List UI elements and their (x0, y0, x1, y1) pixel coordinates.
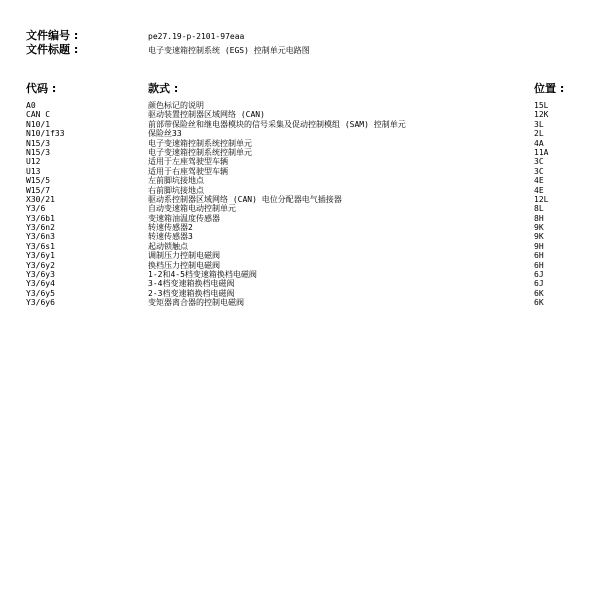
component-description: 驱动装置控制器区域网络 (CAN) (148, 110, 265, 120)
list-item (26, 214, 571, 223)
component-code: U13 (26, 166, 41, 176)
component-description: 电子变速箱控制系统控制单元 (148, 138, 252, 148)
list-item (26, 110, 571, 119)
component-description: 起动锁触点 (148, 241, 188, 251)
component-position: 9H (534, 241, 544, 251)
component-position: 9K (534, 223, 544, 233)
legend-list (26, 101, 571, 308)
component-code: N15/3 (26, 138, 51, 148)
component-position: 11A (534, 147, 549, 157)
list-item (26, 223, 571, 232)
component-position: 4A (534, 138, 544, 148)
component-position: 6H (534, 251, 544, 261)
list-item (26, 176, 571, 185)
code-column-header: 代码 : (26, 82, 57, 95)
component-description: 前部带保险丝和继电器模块的信号采集及促动控制模组 (SAM) 控制单元 (148, 119, 406, 129)
list-item (26, 139, 571, 148)
component-code: X30/21 (26, 194, 55, 204)
component-position: 8H (534, 213, 544, 223)
component-position: 6K (534, 288, 544, 298)
component-code: Y3/6b1 (26, 213, 55, 223)
component-code: Y3/6y2 (26, 260, 55, 270)
component-code: W15/7 (26, 185, 51, 195)
component-position: 3C (534, 166, 544, 176)
component-position: 3L (534, 119, 544, 129)
document-number-row (26, 30, 310, 44)
component-description: 变速箱油温度传感器 (148, 213, 220, 223)
component-code: Y3/6s1 (26, 241, 55, 251)
component-description: 适用于左座驾驶型车辆 (148, 157, 228, 167)
component-description: 驱动系控制器区域网络 (CAN) 电位分配器电气插接器 (148, 194, 342, 204)
component-position: 2L (534, 129, 544, 139)
position-column-header: 位置 : (534, 82, 565, 95)
document-title-value: 电子变速箱控制系统 (EGS) 控制单元电路图 (148, 45, 310, 55)
component-description: 1-2和4-5档变速箱换档电磁阀 (148, 270, 257, 280)
list-item (26, 270, 571, 279)
component-code: N10/1 (26, 119, 51, 129)
list-item (26, 204, 571, 213)
component-position: 9K (534, 232, 544, 242)
component-code: Y3/6n2 (26, 223, 55, 233)
document-number-label: 文件编号 : (26, 29, 79, 42)
component-description: 3-4档变速箱换档电磁阀 (148, 279, 235, 289)
component-description: 调制压力控制电磁阀 (148, 251, 220, 261)
component-description: 转速传感器2 (148, 223, 193, 233)
component-code: Y3/6n3 (26, 232, 55, 242)
component-position: 4E (534, 185, 544, 195)
component-code: Y3/6y3 (26, 270, 55, 280)
component-code: N10/1f33 (26, 129, 65, 139)
component-position: 6J (534, 279, 544, 289)
list-item (26, 186, 571, 195)
component-position: 12K (534, 110, 549, 120)
list-item (26, 148, 571, 157)
legend-header (26, 80, 571, 94)
list-item (26, 279, 571, 288)
list-item (26, 101, 571, 110)
component-position: 6J (534, 270, 544, 280)
component-position: 4E (534, 176, 544, 186)
component-position: 3C (534, 157, 544, 167)
list-item (26, 120, 571, 129)
list-item (26, 129, 571, 138)
component-description: 换档压力控制电磁阀 (148, 260, 220, 270)
list-item (26, 261, 571, 270)
list-item (26, 289, 571, 298)
list-item (26, 157, 571, 166)
component-position: 8L (534, 204, 544, 214)
component-position: 6H (534, 260, 544, 270)
component-description: 颜色标记的说明 (148, 101, 204, 110)
component-description: 自动变速箱电动控制单元 (148, 204, 236, 214)
list-item (26, 251, 571, 260)
component-description: 右前脚坑接地点 (148, 185, 204, 195)
document-number-value: pe27.19-p-2101-97eaa (148, 32, 245, 41)
list-item (26, 298, 571, 307)
component-description: 2-3档变速箱换档电磁阀 (148, 288, 235, 298)
component-code: Y3/6y6 (26, 298, 55, 308)
list-item (26, 232, 571, 241)
component-description: 保险丝33 (148, 129, 182, 139)
component-code: Y3/6 (26, 204, 46, 214)
document-meta (26, 30, 310, 57)
component-code: W15/5 (26, 176, 51, 186)
list-item (26, 242, 571, 251)
component-code: A0 (26, 101, 36, 110)
component-description: 左前脚坑接地点 (148, 176, 204, 186)
component-code: Y3/6y4 (26, 279, 55, 289)
component-code: CAN C (26, 110, 51, 120)
component-description: 转速传感器3 (148, 232, 193, 242)
component-position: 6K (534, 298, 544, 308)
component-description: 电子变速箱控制系统控制单元 (148, 147, 252, 157)
component-description: 变矩器离合器的控制电磁阀 (148, 298, 244, 308)
list-item (26, 195, 571, 204)
component-code: U12 (26, 157, 41, 167)
document-title-row (26, 44, 310, 58)
component-code: N15/3 (26, 147, 51, 157)
component-code: Y3/6y1 (26, 251, 55, 261)
component-position: 15L (534, 101, 549, 110)
component-description: 适用于右座驾驶型车辆 (148, 166, 228, 176)
description-column-header: 款式 : (148, 82, 179, 95)
document-title-label: 文件标题 : (26, 42, 79, 56)
component-position: 12L (534, 194, 549, 204)
component-code: Y3/6y5 (26, 288, 55, 298)
list-item (26, 167, 571, 176)
